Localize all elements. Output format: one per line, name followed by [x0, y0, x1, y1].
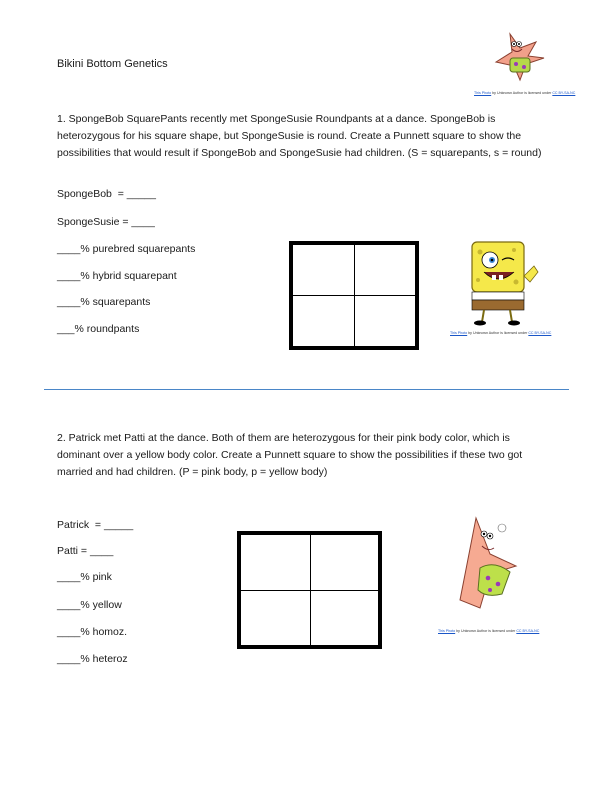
license-link[interactable]: CC BY-SA-NC — [516, 629, 540, 633]
question-1-text: 1. SpongeBob SquarePants recently met SpongeSusie Roundpants at a dance. SpongeBob is heterozygous for his square shape, but SpongeSusie is round. Create a Punnett square to show the possibilities that would result if SpongeBob and SpongeSusie had children. (S = squarepants, s = round) — [57, 113, 542, 159]
patrick-dancing-icon — [490, 28, 548, 84]
punnett-square-1 — [289, 241, 419, 350]
squarepants-line: ____% squarepants — [57, 296, 151, 308]
photo-link[interactable]: This Photo — [450, 331, 468, 335]
license-link[interactable]: CC BY-SA-NC — [528, 331, 552, 335]
heterozygous-line: ____% heteroz — [57, 653, 128, 665]
section-separator — [44, 389, 569, 390]
image-credit-1 — [474, 91, 575, 96]
punnett-square-2 — [237, 531, 382, 649]
photo-link[interactable]: This Photo — [474, 91, 492, 95]
page-title: Bikini Bottom Genetics — [57, 58, 168, 70]
pink-line: ____% pink — [57, 571, 112, 583]
question-2-text: 2. Patrick met Patti at the dance. Both of them are heterozygous for their pink body color, which is dominant over a yellow body color. Create a Punnett square to show the possibilities if these two got married and had children. (P = pink body, p = yellow body) — [57, 432, 523, 478]
hybrid-squarepant-line: ____% hybrid squarepant — [57, 270, 177, 282]
image-credit-2 — [450, 331, 551, 336]
license-link[interactable]: CC BY-SA-NC — [552, 91, 576, 95]
credit-text: by Unknown Author is licensed under — [492, 91, 552, 95]
credit-text: by Unknown Author is licensed under — [456, 629, 516, 633]
credit-text: by Unknown Author is licensed under — [468, 331, 528, 335]
image-credit-3 — [438, 629, 539, 634]
roundpants-line: ___% roundpants — [57, 323, 140, 335]
patti-genotype: Patti = ____ — [57, 545, 114, 557]
patrick-bowing-icon — [450, 514, 524, 610]
spongesusie-genotype: SpongeSusie = ____ — [57, 216, 155, 228]
spongebob-thumbs-up-icon — [458, 236, 544, 326]
purebred-squarepants-line: ____% purebred squarepants — [57, 243, 196, 255]
homozygous-line: ____% homoz. — [57, 626, 128, 638]
photo-link[interactable]: This Photo — [438, 629, 456, 633]
spongebob-genotype: SpongeBob = _____ — [57, 188, 156, 200]
patrick-genotype: Patrick = _____ — [57, 519, 134, 531]
yellow-line: ____% yellow — [57, 599, 122, 611]
